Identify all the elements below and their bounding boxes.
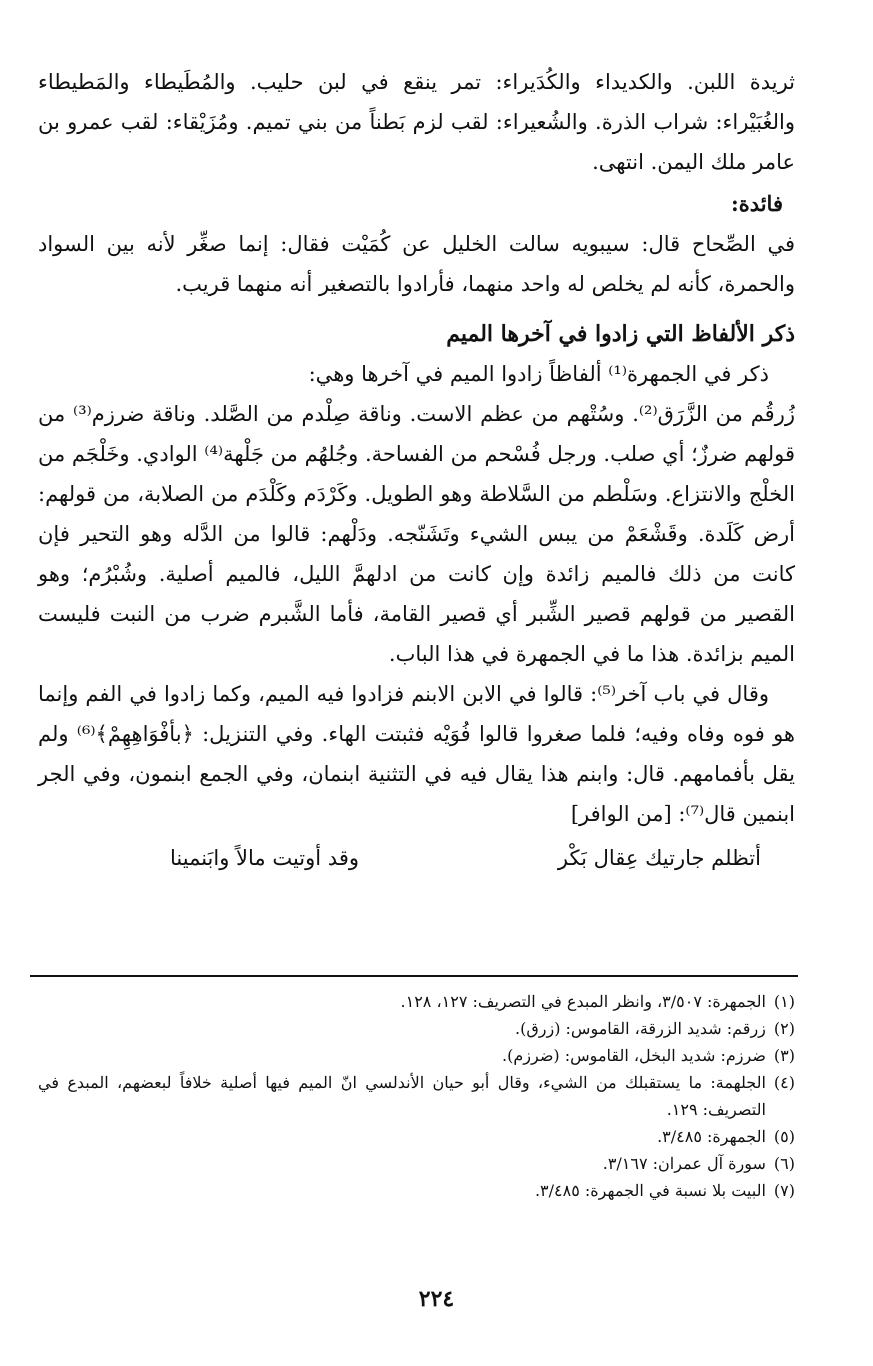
section-heading: ذكر الألفاظ التي زادوا في آخرها الميم [446, 321, 795, 347]
footnote-number: (٦) [773, 1154, 795, 1173]
paragraph-sihah: في الصِّحاح قال: سيبويه سالت الخليل عن كُمَيْت فقال: إنما صغِّر لأنه بين السواد والحمرة، كأنه لم يخلص له واحد منهما، فأرادوا بالتصغير أنه منهما قريب. [38, 232, 795, 296]
footnote-number: (١) [773, 992, 795, 1011]
footnote-5 [38, 1123, 795, 1150]
footnotes [38, 988, 795, 1204]
paragraph-jamhara-intro: ذكر في الجمهرة⁽¹⁾ ألفاظاً زادوا الميم في آخرها وهي: [308, 362, 769, 386]
paragraph-word-list: زُرقُم من الزَّرَق⁽²⁾. وسُتْهم من عظم الاست. وناقة صِلْدم من الصَّلد. وناقة ضرزم⁽³⁾ من قولهم ضرزٌ؛ أي صلب. ورجل فُسْحم من الفساحة. وجُلهُم من جَلْهة⁽⁴⁾ الوادي. وخَلْجَم من الخلْج والانتزاع. وسَلْطم من السَّلاطة وهو الطويل. وكَرْدَم وكَلْدَم من الصلابة، من قولهم: أرض كَلَدة. وقَشْعَمْ من يبس الشيء وتَشَنّجه. ودَلْهم: قالوا من الدَّله وهو التحير فإن كانت من ذلك فالميم زائدة وإن كانت من ادلهمَّ الليل، فالميم أصلية. وشُبْرُم؛ وهو القصير من قولهم قصير الشِّبر أي قصير القامة، فأما الشَّبرم ضرب من النبت فليست الميم بزائدة. هذا ما في الجمهرة في هذا الباب. [38, 402, 796, 666]
footnote-6 [38, 1150, 795, 1177]
footnote-number: (٧) [773, 1181, 795, 1200]
footnote-text: زرقم: شديد الزرقة، القاموس: (زرق). [515, 1019, 766, 1038]
main-text [38, 62, 795, 878]
footnote-7 [38, 1177, 795, 1204]
footnote-number: (٢) [773, 1019, 795, 1038]
paragraph-intro: ثريدة اللبن. والكديداء والكُدَيراء: تمر ينقع في لبن حليب. والمُطَيطاء والمَطيطاء والغُبَيْراء: شراب الذرة. والشُعيراء: لقب لزم بَطناً من بني تميم. ومُزَيْقاء: لقب عمرو بن عامر ملك اليمن. انتهى. [38, 70, 795, 174]
footnote-number: (٥) [773, 1127, 795, 1146]
footnote-text: الجمهرة: ٣/٥٠٧، وانظر المبدع في التصريف: ١٢٧، ١٢٨. [400, 992, 766, 1011]
faida-label: فائدة: [730, 191, 783, 216]
verse-first-hemistich: أتظلم جارتيك عِقال بَكْر [557, 846, 761, 870]
footnote-1 [38, 988, 795, 1015]
footnote-4 [38, 1069, 795, 1123]
footnote-number: (٣) [773, 1046, 795, 1065]
footnote-divider [30, 975, 798, 977]
paragraph-ibnum: وقال في باب آخر⁽⁵⁾: قالوا في الابن الابنم فزادوا فيه الميم، وكما زادوا في الفم وإنما هو فوه وفاه وفيه؛ فلما صغروا قالوا فُوَيْه فثبتت الهاء. وفي التنزيل: ﴿بأفْوَاهِهِمْ﴾⁽⁶⁾ ولم يقل بأفمامهم. قال: وابنم هذا يقال فيه في التثنية ابنمان، وفي الجمع ابنمون، وفي الجر ابنمين قال⁽⁷⁾: [من الوافر] [38, 682, 795, 826]
footnote-text: الجلهمة: ما يستقبلك من الشيء، وقال أبو حيان الأندلسي انّ الميم فيها أصلية خلافاً لبعضهم، المبدع في التصريف: ١٢٩. [38, 1073, 766, 1119]
footnote-2 [38, 1015, 795, 1042]
footnote-text: الجمهرة: ٣/٤٨٥. [657, 1127, 766, 1146]
footnote-number: (٤) [773, 1073, 795, 1092]
footnote-text: البيت بلا نسبة في الجمهرة: ٣/٤٨٥. [534, 1181, 766, 1200]
footnote-text: ضرزم: شديد البخل، القاموس: (ضرزم). [502, 1046, 766, 1065]
page-number: ٢٢٤ [418, 1286, 455, 1312]
poetry-verse [38, 838, 795, 878]
footnote-text: سورة آل عمران: ٣/١٦٧. [602, 1154, 766, 1173]
verse-second-hemistich: وقد أوتيت مالاً وابَنمينا [170, 846, 359, 870]
footnote-3 [38, 1042, 795, 1069]
